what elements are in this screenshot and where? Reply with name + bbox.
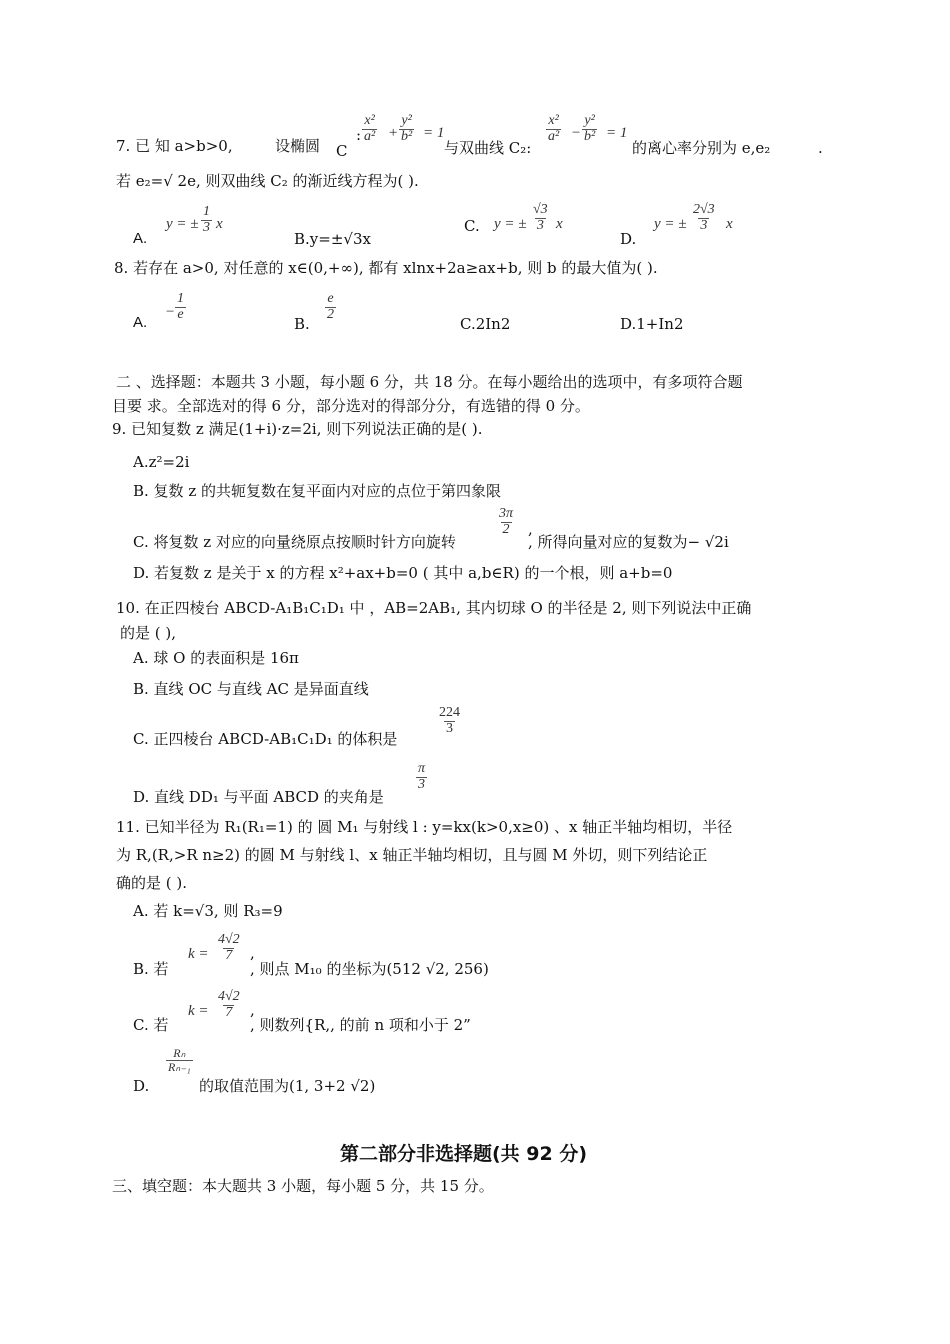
q7-stem-a: 7. 已 知 a>b>0, bbox=[116, 137, 233, 155]
q7-stem-dot: . bbox=[818, 139, 823, 157]
section3-heading: 三、填空题：本大题共 3 小题，每小题 5 分，共 15 分。 bbox=[112, 1177, 494, 1195]
ellipse-plus: + bbox=[388, 125, 399, 141]
q7-stem-b: 设椭圆 bbox=[275, 137, 321, 155]
q10-option-b: B. 直线 OC 与直线 AC 是异面直线 bbox=[133, 680, 369, 698]
q7-option-d-expr: y = ± bbox=[654, 216, 687, 232]
q11-option-b-comma: , bbox=[250, 944, 255, 962]
q11-option-b-fraction: $\frac{4√2}{7}$ bbox=[218, 932, 240, 963]
q11-stem-line2: 为 R,(R,>R n≥2) 的圆 M 与射线 l、x 轴正半轴均相切，且与圆 M 外切，则下列结论正 bbox=[116, 846, 708, 864]
q8-option-b-fraction: $\frac{e}{2}$ bbox=[327, 291, 334, 322]
q11-option-c-rest: , 则数列{R,, 的前 n 项和小于 2” bbox=[250, 1016, 471, 1034]
q9-stem: 9. 已知复数 z 满足(1+i)·z=2i, 则下列说法正确的是( ). bbox=[112, 420, 483, 438]
ellipse-x-fraction: $\frac{\text{x²}}{\text{a²}}$ bbox=[364, 113, 376, 144]
hyperbola-y-fraction: $\frac{\text{y²}}{\text{b²}}$ bbox=[584, 113, 596, 144]
q7-ellipse-c: C bbox=[336, 142, 348, 160]
q9-option-c-comma: , bbox=[528, 520, 533, 538]
q8-option-d: D.1+In2 bbox=[620, 315, 684, 333]
q7-option-c-fraction: $\frac{√3}{3}$ bbox=[533, 202, 548, 233]
part2-title: 第二部分非选择题(共 92 分) bbox=[340, 1143, 588, 1165]
q8-option-a-minus: − bbox=[165, 304, 176, 320]
q7-stem-e: 的离心率分别为 e,e₂ bbox=[632, 139, 771, 157]
q8-option-b-label: B. bbox=[294, 315, 310, 333]
q10-stem-line1: 10. 在正四棱台 ABCD-A₁B₁C₁D₁ 中 ，AB=2AB₁, 其内切球 O 的半径是 2, 则下列说法中正确 bbox=[116, 599, 752, 617]
q7-stem-line2: 若 e₂=√ 2e, 则双曲线 C₂ 的渐近线方程为( ). bbox=[116, 172, 419, 190]
q9-option-c-rest: , 所得向量对应的复数为− √2i bbox=[528, 533, 729, 551]
q7-option-d-label: D. bbox=[620, 230, 637, 248]
hyperbola-equals: = 1 bbox=[606, 125, 628, 141]
q7-option-d-x: x bbox=[726, 216, 733, 232]
q10-option-d-fraction: $\frac{\pi}{3}$ bbox=[418, 761, 426, 792]
q11-option-c-fraction: $\frac{4√2}{7}$ bbox=[218, 989, 240, 1020]
q7-option-c-x: x bbox=[556, 216, 563, 232]
q9-option-c-fraction: $\frac{3\pi}{2}$ bbox=[499, 506, 514, 537]
q11-option-b-label: B. 若 bbox=[133, 960, 169, 978]
q9-option-b: B. 复数 z 的共轭复数在复平面内对应的点位于第四象限 bbox=[133, 482, 502, 500]
q7-option-b: B.y=±√3x bbox=[294, 230, 371, 248]
q11-option-d-fraction: $\frac{\text{Rₙ}}{\text{Rₙ₋₁}}$ bbox=[168, 1046, 191, 1074]
q11-stem-line1: 11. 已知半径为 R₁(R₁=1) 的 圆 M₁ 与射线 l : y=kx(k>0,x≥0) 、x 轴正半轴均相切，半径 bbox=[116, 818, 733, 836]
q7-option-a-x: x bbox=[216, 216, 223, 232]
q11-option-b-rest: , 则点 M₁₀ 的坐标为(512 √2, 256) bbox=[250, 960, 489, 978]
q8-option-a-label: A. bbox=[133, 314, 148, 331]
q11-option-c-k: k = bbox=[188, 1003, 209, 1019]
q7-stem-d: 与双曲线 C₂: bbox=[444, 139, 532, 157]
q11-option-d-rest: 的取值范围为(1, 3+2 √2) bbox=[199, 1077, 376, 1095]
q11-option-b-k: k = bbox=[188, 946, 209, 962]
q7-option-a-label: A. bbox=[133, 230, 148, 247]
section2-line2: 目要 求。全部选对的得 6 分，部分选对的得部分分，有选错的得 0 分。 bbox=[112, 397, 590, 415]
ellipse-equals: = 1 bbox=[423, 125, 445, 141]
q7-option-d-fraction: $\frac{2√3}{3}$ bbox=[693, 202, 715, 233]
section2-line1: 二 、选择题：本题共 3 小题，每小题 6 分，共 18 分。在每小题给出的选项中，有多项符合题 bbox=[116, 373, 743, 391]
q11-option-a: A. 若 k=√3, 则 R₃=9 bbox=[133, 902, 283, 920]
hyperbola-x-fraction: $\frac{\text{x²}}{\text{a²}}$ bbox=[548, 113, 560, 144]
ellipse-y-fraction: $\frac{\text{y²}}{\text{b²}}$ bbox=[401, 113, 413, 144]
q8-option-a-fraction: $\frac{1}{e}$ bbox=[177, 291, 184, 322]
q7-option-c-label: C. bbox=[464, 217, 480, 235]
q8-option-c: C.2In2 bbox=[460, 315, 511, 333]
q7-option-a-expr: y = ± bbox=[166, 216, 199, 232]
q10-option-c: C. 正四棱台 ABCD-AB₁C₁D₁ 的体积是 bbox=[133, 730, 398, 748]
q10-option-d: D. 直线 DD₁ 与平面 ABCD 的夹角是 bbox=[133, 788, 384, 806]
q10-option-a: A. 球 O 的表面积是 16π bbox=[133, 649, 299, 667]
q7-option-a-fraction: $\frac{1}{3}$ bbox=[203, 204, 210, 235]
q9-option-c-text: C. 将复数 z 对应的向量绕原点按顺时针方向旋转 bbox=[133, 533, 456, 551]
q11-option-c-comma: , bbox=[250, 1001, 255, 1019]
q9-option-d: D. 若复数 z 是关于 x 的方程 x²+ax+b=0 ( 其中 a,b∈R) 的一个根，则 a+b=0 bbox=[133, 564, 673, 582]
q8-stem: 8. 若存在 a>0, 对任意的 x∈(0,+∞), 都有 xlnx+2a≥ax+b, 则 b 的最大值为( ). bbox=[114, 259, 658, 277]
q11-option-c-label: C. 若 bbox=[133, 1016, 169, 1034]
q11-option-d-label: D. bbox=[133, 1077, 150, 1095]
hyperbola-minus: − bbox=[571, 125, 582, 141]
q7-colon: : bbox=[356, 126, 362, 144]
q10-option-c-fraction: $\frac{224}{3}$ bbox=[439, 705, 460, 736]
q9-option-a: A.z²=2i bbox=[133, 453, 190, 471]
q10-stem-line2: 的是 ( ), bbox=[120, 624, 177, 642]
q7-option-c-expr: y = ± bbox=[494, 216, 527, 232]
q11-stem-line3: 确的是 ( ). bbox=[116, 874, 188, 892]
